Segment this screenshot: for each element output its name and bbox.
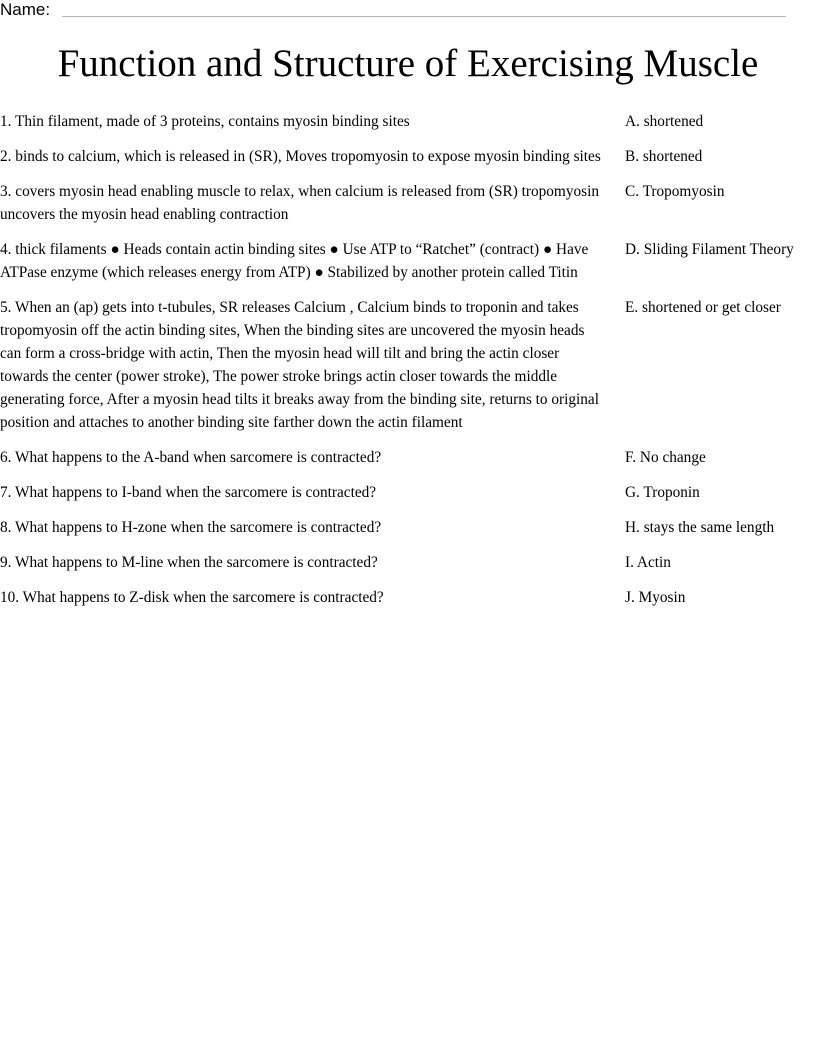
answer-j: J. Myosin <box>625 589 686 606</box>
answer-d: D. Sliding Filament Theory <box>625 241 794 258</box>
question-9: 9. What happens to M-line when the sarcomere is contracted? <box>0 554 378 571</box>
name-label: Name: <box>0 0 51 19</box>
answer-c: C. Tropomyosin <box>625 183 725 200</box>
matching-row <box>0 145 816 168</box>
matching-row <box>0 296 816 434</box>
question-2: 2. binds to calcium, which is released in (SR), Moves tropomyosin to expose myosin binding sites <box>0 148 601 165</box>
question-4: 4. thick filaments ● Heads contain actin binding sites ● Use ATP to “Ratchet” (contract) ● Have ATPase enzyme (which releases energy from ATP) ● Stabilized by another protein called Titin <box>0 241 589 281</box>
question-8: 8. What happens to H-zone when the sarcomere is contracted? <box>0 519 382 536</box>
name-row <box>0 0 50 22</box>
answer-f: F. No change <box>625 449 706 466</box>
matching-row <box>0 516 816 539</box>
matching-list <box>0 110 816 621</box>
answer-e: E. shortened or get closer <box>625 299 781 316</box>
matching-row <box>0 446 816 469</box>
matching-row <box>0 551 816 574</box>
question-10: 10. What happens to Z-disk when the sarcomere is contracted? <box>0 589 384 606</box>
matching-row <box>0 238 816 284</box>
question-5: 5. When an (ap) gets into t-tubules, SR releases Calcium , Calcium binds to troponin and takes tropomyosin off the actin binding sites, When the binding sites are uncovered the myosin heads can form a cross-bridge with actin, Then the myosin head will tilt and bring the actin closer towards the center (power stroke), The power stroke brings actin closer towards the middle generating force, After a myosin head tilts it breaks away from the binding site, returns to original position and attaches to another binding site farther down the actin filament <box>0 299 599 431</box>
matching-row <box>0 481 816 504</box>
answer-b: B. shortened <box>625 148 703 165</box>
answer-a: A. shortened <box>625 113 704 130</box>
matching-row <box>0 110 816 133</box>
answer-i: I. Actin <box>625 554 671 571</box>
page-title: Function and Structure of Exercising Muscle <box>57 42 759 85</box>
question-3: 3. covers myosin head enabling muscle to relax, when calcium is released from (SR) tropomyosin uncovers the myosin head enabling contraction <box>0 183 599 223</box>
matching-row <box>0 180 816 226</box>
question-7: 7. What happens to I-band when the sarcomere is contracted? <box>0 484 377 501</box>
question-1: 1. Thin filament, made of 3 proteins, contains myosin binding sites <box>0 113 410 130</box>
name-field-line[interactable] <box>62 16 786 17</box>
matching-row <box>0 586 816 609</box>
question-6: 6. What happens to the A-band when sarcomere is contracted? <box>0 449 382 466</box>
answer-g: G. Troponin <box>625 484 700 501</box>
answer-h: H. stays the same length <box>625 519 775 536</box>
